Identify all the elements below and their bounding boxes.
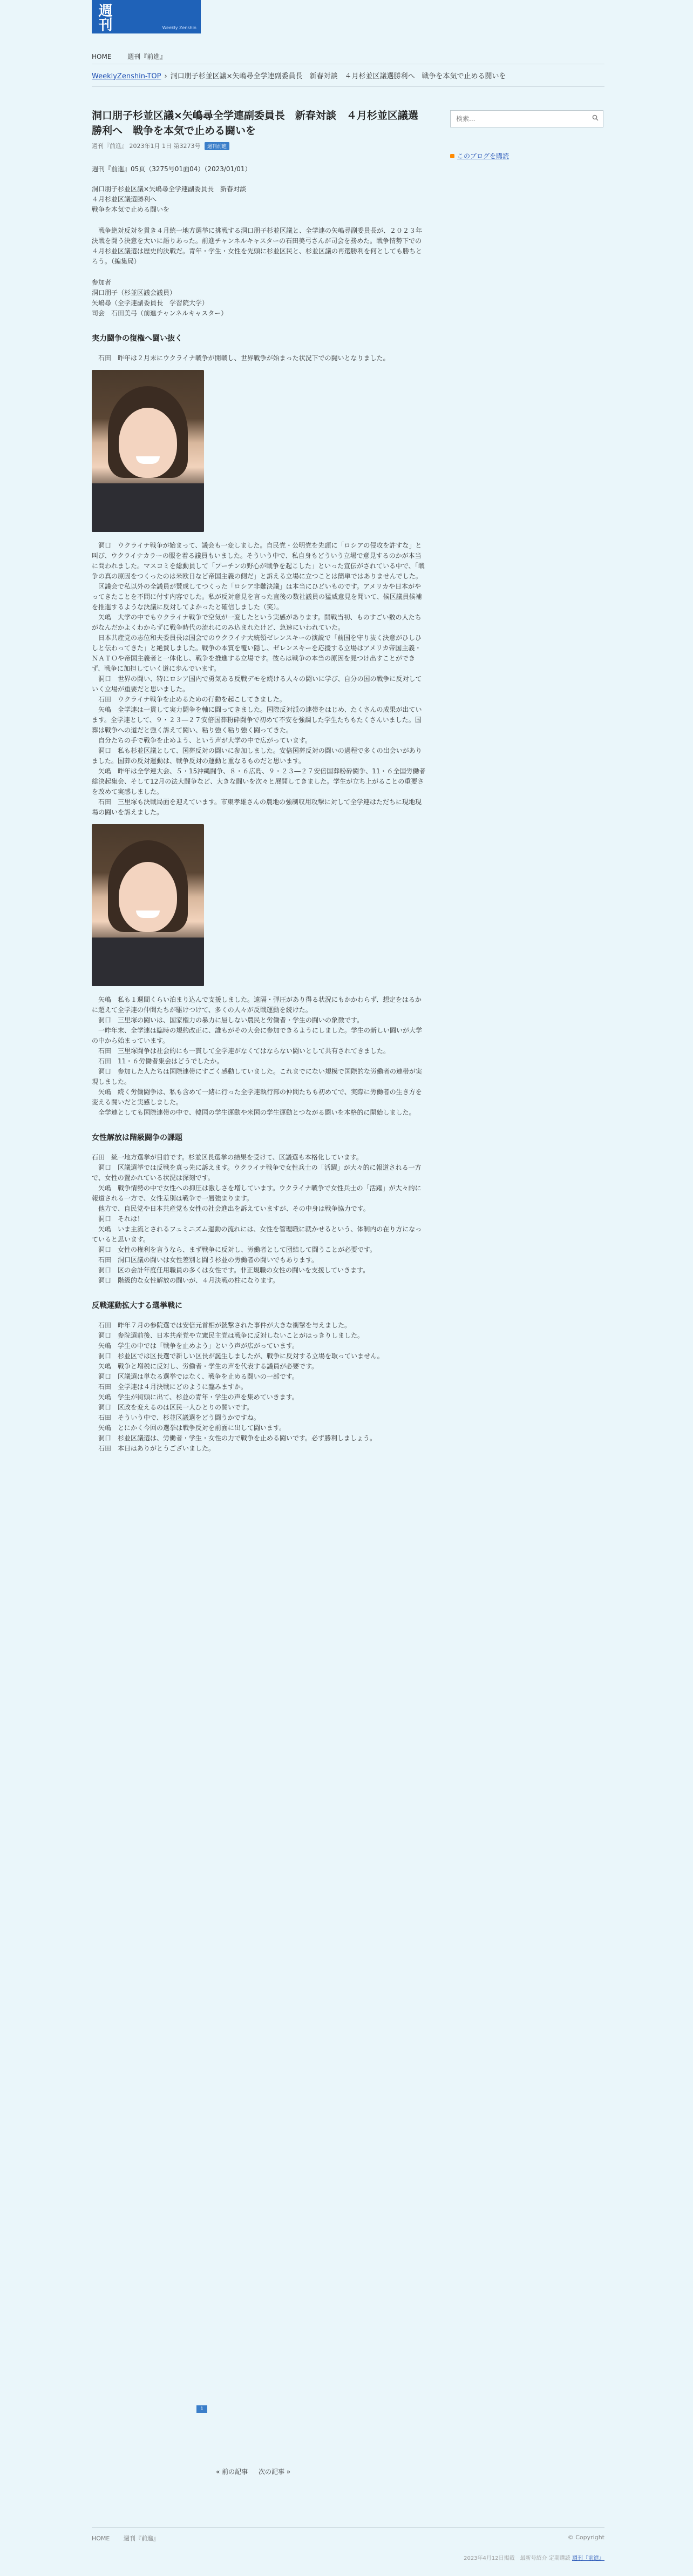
issue-info: 週刊『前進』05頁（3275号01面04）（2023/01/01） (92, 165, 252, 173)
paragraph: 区議会で私以外の全議員が賛成してつくった「ロシア非難決議」は本当にひどいものです。アメリカや日本がやってきたことを不問に付す内容でした。私が反対意見を言った直後の数社議員の猛威意見を聞いて、候区議員候補を推進するような決議に反対してよかったと確信しました（笑）。 (92, 583, 422, 611)
rss-icon (450, 154, 454, 158)
section-heading: 反戦運動拡大する選挙戦に (92, 1302, 182, 1310)
paragraph: 石田 昨年は２月末にウクライナ戦争が開戦し、世界戦争が始まった状況下での闘いとなりました。 (92, 354, 390, 362)
sidebar (450, 110, 604, 160)
paragraph: 洞口 参加した人たちは国際連帯にすごく感動していました。これまでにない規模で国際的な労働者の連帯が実現しました。 (92, 1068, 423, 1085)
paragraph: 矢嶋 昨年は全学連大会、５・15沖縄闘争、８・６広島、９・２３―２７安倍国葬粉砕闘争、11・６全国労働者総決起集会、そして12月の法大闘争など、大きな闘いを次々と展開してきました。学生が立ち上がることの重要さを改めて実感しました。 (92, 767, 426, 795)
paragraph: 石田 統一地方選挙が目前です。杉並区長選挙の結果を受けて、区議選も本格化しています。 (92, 1154, 363, 1161)
article-subheading: 洞口朋子杉並区議×矢嶋尋全学連副委員長 新春対談 (92, 185, 247, 193)
breadcrumb-top-link[interactable]: WeeklyZenshin-TOP (92, 72, 161, 80)
category-badge[interactable]: 週刊前進 (205, 142, 229, 150)
top-nav (92, 52, 180, 61)
paragraph: 矢嶋 続く労働闘争は、私も含めて一緒に行った全学連執行部の仲間たちも初めてで、実際に労働者の生き方を変える闘いだと実感しました。 (92, 1088, 422, 1106)
paragraph: 洞口 ウクライナ戦争が始まって、議会も一変しました。自民党・公明党を先頭に「ロシアの侵攻を許すな」と叫び、ウクライナカラーの服を着る議員もいました。そういう中で、私自身もどういう立場で意見するのかが本当に問われました。マスコミを総動員して「プーチンの野心が戦争を起こした」といった宣伝がされている中で、「戦争の真の原因をつくったのは米欧日など帝国主義の側だ」と訴える立場に立つことは簡単ではありませんでした。 (92, 542, 425, 580)
section-heading: 女性解放は階級闘争の課題 (92, 1134, 182, 1142)
paragraph: 洞口 階級的な女性解放の闘いが、４月決戦の柱になります。 (92, 1277, 280, 1284)
breadcrumb-current: 洞口朋子杉並区議×矢嶋尋全学連副委員長 新春対談 ４月杉並区議選勝利へ 戦争を本気で止める闘いを (170, 72, 506, 80)
paragraph: 洞口 杉並区議選は、労働者・学生・女性の力で戦争を止める闘いです。必ず勝利しましょう。 (92, 1434, 377, 1442)
logo-mark: 週刊 (96, 3, 112, 31)
participant-line: 司会 石田美弓（前進チャンネルキャスター） (92, 309, 228, 317)
article-photo (92, 824, 204, 986)
section-heading: 実力闘争の復権へ闘い抜く (92, 334, 182, 343)
paragraph: 石田 三里塚も決戦局面を迎えています。市東孝雄さんの農地の強制収用攻撃に対して全学連はただちに現地現場の闘いを訴えました。 (92, 798, 422, 816)
page-number[interactable]: 1 (196, 2405, 207, 2413)
footer-nav (92, 2534, 171, 2543)
article-title: 洞口朋子杉並区議×矢嶋尋全学連副委員長 新春対談 ４月杉並区議選勝利へ 戦争を本気で止める闘いを (92, 110, 418, 137)
paragraph: 洞口 区議選挙では反戦を真っ先に訴えます。ウクライナ戦争で女性兵士の「活躍」が大々的に報道される一方で、女性の置かれている状況は深刻です。 (92, 1164, 422, 1182)
article-intro: 戦争絶対反対を貫き４月統一地方選挙に挑戦する洞口朋子杉並区議と、全学連の矢嶋尋副委員長が、２０２３年決戦を闘う決意を大いに語りあった。前進チャンネルキャスターの石田美弓さんが司会を務めた。戦争情勢下での４月杉並区議選は歴史的決戦だ。青年・学生・女性を先頭に杉並区民と、杉並区議の再選勝利を何としても勝ちとろう。（編集局） (92, 227, 423, 265)
footer-weekly-link[interactable]: 週刊『前進』 (123, 2535, 159, 2542)
rss-label: このブログを購読 (457, 152, 509, 160)
footer-meta-text: 2023年4月12日掲載 最新号紹介 定期購読 (464, 2555, 570, 2561)
article-meta (92, 141, 426, 150)
article-subheading: 戦争を本気で止める闘いを (92, 206, 170, 213)
paragraph: 日本共産党の志位和夫委員長は国会でのウクライナ大統領ゼレンスキーの演説で「前国を守り抜く決意がひしひしと伝わってきた」と絶賛しました。戦争の本質を覆い隠し、ゼレンスキーを応援する立場はアメリカ帝国主義・ＮＡＴＯや帝国主義者と一体化し、戦争を推進する立場です。彼らは戦争の本当の原因を見つけ出すことができず、戦争に加担していく道に歩んでいます。 (92, 634, 422, 672)
paragraph: 洞口 女性の権利を言うなら、まず戦争に反対し、労働者として団結して闘うことが必要です。 (92, 1246, 377, 1253)
next-post-link[interactable]: 次の記事 » (259, 2468, 291, 2476)
search-box (450, 110, 603, 127)
divider (92, 86, 604, 87)
paragraph: 矢嶋 大学の中でもウクライナ戦争で空気が一変したという実感があります。開戦当初、ものすごい数の人たちがなんだかよくわからずに戦争時代の流れにのみ込まれたけど、急速にいわれていた。 (92, 613, 422, 631)
site-logo[interactable] (92, 0, 201, 33)
paragraph: 石田 11・６労働者集会はどうでしたか。 (92, 1057, 223, 1065)
paragraph: 矢嶋 全学連は一貫して実力闘争を軸に闘ってきました。国際反対派の連帯をはじめ、たくさんの成果が出ています。全学連として、９・２３―２７安倍国葬粉砕闘争で初めて不安を強調した学生たちもたくさんいました。国葬は戦争への道だと強く訴えて闘い、粘り強く粘り強く闘ってきた。 (92, 706, 422, 734)
paragraph: 他方で、自民党や日本共産党も女性の社会進出を訴えていますが、その中身は戦争協力です。 (92, 1205, 370, 1212)
paragraph: 洞口 参院選前後、日本共産党や立憲民主党は戦争に反対しないことがはっきりしました。 (92, 1332, 364, 1339)
paragraph: 矢嶋 私も１週間くらい泊まり込んで支援しました。遠隔・弾圧があり得る状況にもかかわらず、想定をはるかに超えて全学連の仲間たちが駆けつけて、多くの人々が反戦運動を続けた。 (92, 996, 422, 1014)
footer-home-link[interactable]: HOME (92, 2535, 110, 2542)
paragraph: 矢嶋 学生が街頭に出て、杉並の青年・学生の声を集めていきます。 (92, 1393, 298, 1401)
paragraph: 石田 三里塚闘争は社会的にも一貫して全学連がなくてはならない闘いとして共有されてきました。 (92, 1047, 390, 1055)
participant-line: 洞口朋子（杉並区議会議員） (92, 289, 176, 296)
paragraph: 石田 全学連は４月決戦にどのように臨みますか。 (92, 1383, 248, 1391)
breadcrumb-separator: › (164, 72, 167, 80)
article-subheading: ４月杉並区議選勝利へ (92, 195, 157, 203)
rss-link[interactable] (450, 151, 604, 160)
paragraph: 石田 洞口区議の闘いは女性差別と闘う杉並の労働者の闘いでもあります。 (92, 1256, 318, 1264)
nav-home[interactable]: HOME (92, 53, 112, 60)
paragraph: 洞口 三里塚の闘いは、国家権力の暴力に屈しない農民と労働者・学生の闘いの象徴です。 (92, 1016, 364, 1024)
paragraph: 一昨年末、全学連は臨時の規約改正に、誰もがその大会に参加できるようにしました。学生の新しい闘いが大学の中から始まっています。 (92, 1027, 423, 1044)
article-photo (92, 370, 204, 532)
footer-meta (464, 2553, 604, 2561)
paragraph: 石田 ウクライナ戦争を止めるための行動を起こしてきました。 (92, 696, 286, 703)
paragraph: 矢嶋 戦争と増税に反対し、労働者・学生の声を代表する議員が必要です。 (92, 1363, 318, 1370)
paragraph: 自分たちの手で戦争を止めよう、という声が大学の中で広がっています。 (92, 737, 312, 744)
search-input[interactable] (455, 111, 587, 126)
paragraph: 矢嶋 とにかく今回の選挙は戦争反対を前面に出して闘います。 (92, 1424, 286, 1432)
footer-meta-link[interactable]: 週刊『前進』 (572, 2555, 604, 2561)
paragraph: 矢嶋 戦争情勢の中で女性への抑圧は激しさを増しています。ウクライナ戦争で女性兵士の「活躍」が大々的に報道される一方で、女性差別は戦争で一層強まります。 (92, 1184, 422, 1202)
paragraph: 洞口 それは！ (92, 1215, 144, 1223)
logo-tagline: Weekly Zenshin (162, 25, 196, 30)
paragraph: 洞口 区議選は単なる選挙ではなく、戦争を止める闘いの一部です。 (92, 1373, 298, 1380)
prev-post-link[interactable]: « 前の記事 (216, 2468, 248, 2476)
paragraph: 洞口 区政を変えるのは区民一人ひとりの闘いです。 (92, 1404, 254, 1411)
paragraph: 全学連としても国際連帯の中で、韓国の学生運動や米国の学生運動とつながる闘いを本格的に開始しました。 (92, 1109, 416, 1116)
paragraph: 石田 そういう中で、杉並区議選をどう闘うかですね。 (92, 1414, 260, 1421)
paragraph: 洞口 杉並区では区長選で新しい区長が誕生しましたが、戦争に反対する立場を取っていません。 (92, 1352, 384, 1360)
paragraph: 洞口 世界の闘い、特にロシア国内で勇気ある反戦デモを続ける人々の闘いに学び、自分の国の戦争に反対していく立場が重要だと思いました。 (92, 675, 422, 693)
paragraph: 矢嶋 学生の中では「戦争を止めよう」という声が広がっています。 (92, 1342, 299, 1350)
copyright: © Copyright (567, 2534, 604, 2541)
paragraph: 石田 本日はありがとうございました。 (92, 1445, 215, 1452)
article (92, 108, 426, 1454)
paragraph: 石田 昨年７月の参院選では安倍元首相が銃撃された事件が大きな衝撃を与えました。 (92, 1321, 351, 1329)
breadcrumb (92, 70, 604, 80)
search-icon[interactable] (592, 114, 599, 121)
paragraph: 洞口 私も杉並区議として、国葬反対の闘いに参加しました。安倍国葬反対の闘いの過程で多くの出会いがありました。国葬の反対運動は、戦争反対の運動と重なるものだと思います。 (92, 747, 422, 765)
article-body (92, 184, 426, 1454)
participant-line: 矢嶋尋（全学連副委員長 学習院大学） (92, 299, 209, 307)
nav-weekly[interactable]: 週刊『前進』 (127, 53, 167, 60)
paragraph: 矢嶋 いま主流とされるフェミニズム運動の流れには、女性を管理職に就かせるという、体制内の在り方になっていると思います。 (92, 1225, 422, 1243)
post-navigation (216, 2467, 299, 2476)
paragraph: 洞口 区の会計年度任用職員の多くは女性です。非正規職の女性の闘いを支援していきます。 (92, 1266, 370, 1274)
participant-line: 参加者 (92, 279, 112, 286)
divider (92, 2527, 604, 2528)
article-date: 週刊『前進』 2023年1月 1日 第3273号 (92, 143, 201, 150)
